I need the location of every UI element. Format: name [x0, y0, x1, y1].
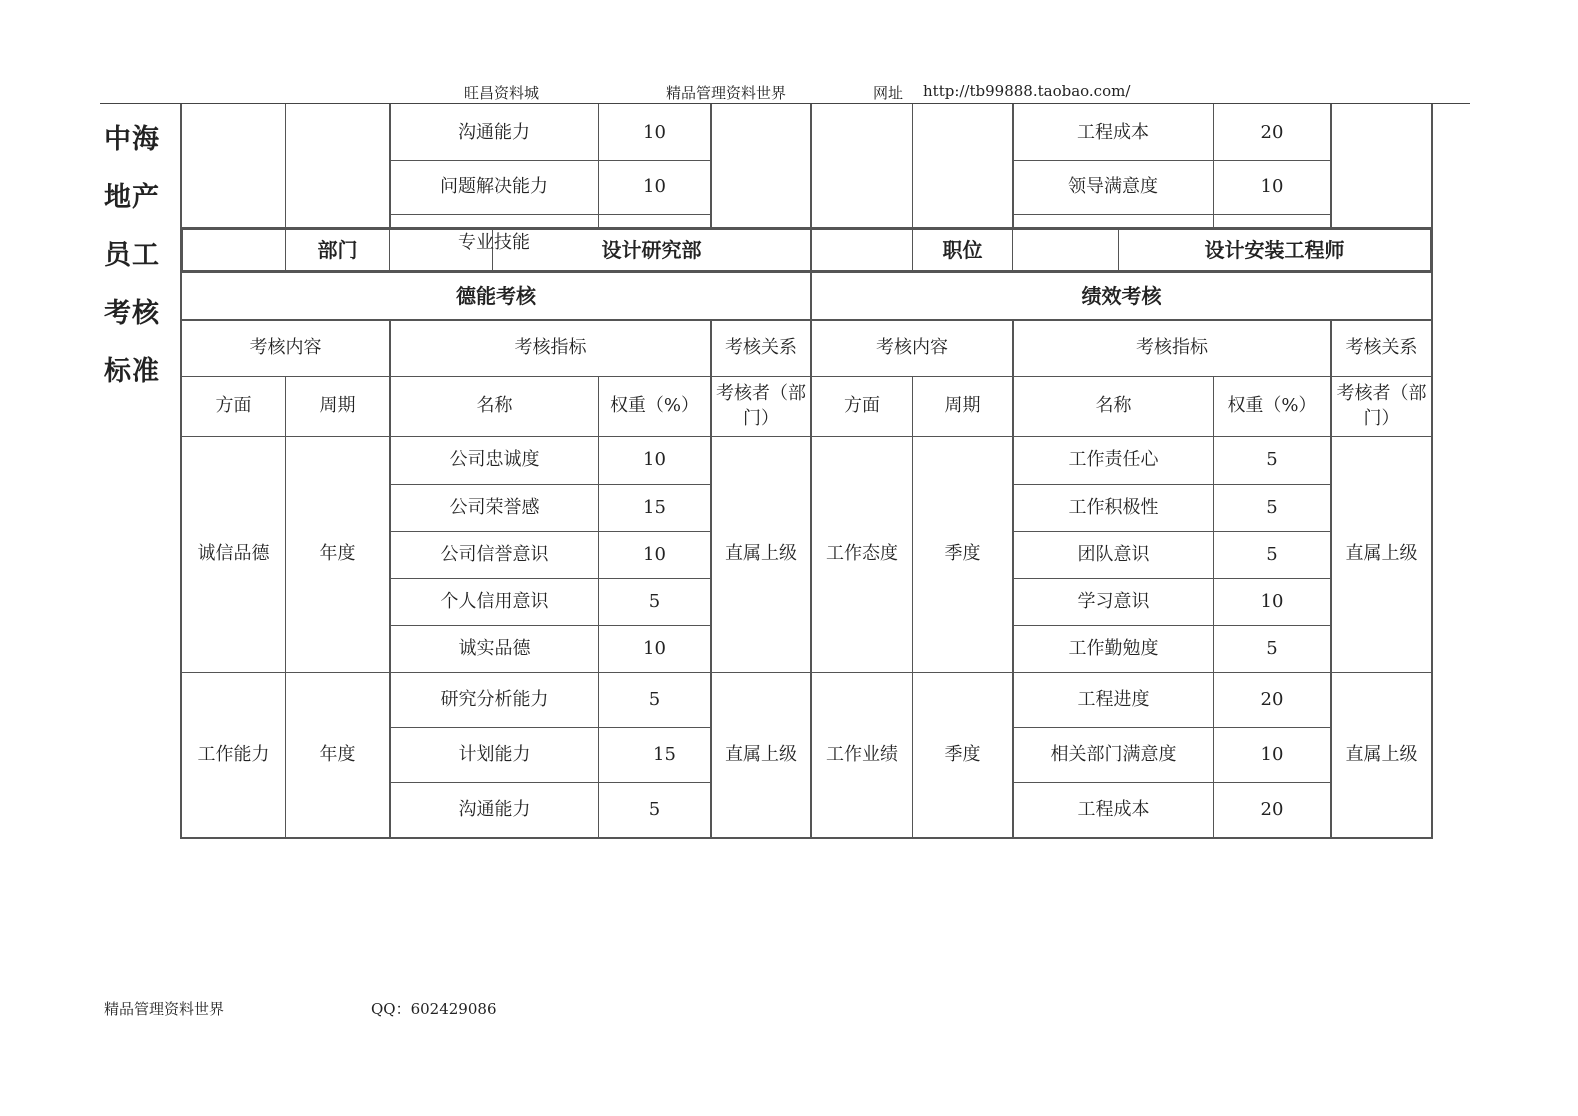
indicator-weight: 10 [643, 543, 666, 565]
group-aspect: 工作态度 [826, 543, 898, 565]
dept-label: 部门 [317, 237, 358, 262]
indicator-weight: 5 [648, 798, 661, 820]
overflow-right-weight: 10 [1260, 176, 1284, 198]
indicator-weight: 5 [648, 590, 661, 612]
section-right-title: 绩效考核 [1081, 283, 1162, 308]
col-aspect-header: 方面 [844, 395, 880, 417]
indicator-name: 公司信誉意识 [440, 543, 549, 565]
indicator-weight: 10 [643, 637, 666, 659]
indicator-weight: 20 [1260, 798, 1284, 820]
overflow-left-weight: 10 [643, 176, 666, 198]
col-aspect-header: 方面 [215, 395, 252, 417]
title-line-2: 地产 [104, 182, 160, 213]
indicator-weight: 5 [648, 688, 661, 710]
group-aspect: 诚信品德 [197, 543, 270, 565]
indicator-weight: 15 [643, 496, 666, 518]
col-indicator-header: 考核指标 [1136, 337, 1208, 359]
footer-world: 精品管理资料世界 [104, 1000, 225, 1018]
section-left-title: 德能考核 [456, 283, 536, 308]
indicator-name: 工程进度 [1077, 688, 1150, 710]
indicator-name: 工作责任心 [1068, 449, 1159, 471]
title-line-4: 考核 [104, 298, 160, 329]
group-period: 年度 [319, 543, 356, 565]
col-weight-header: 权重（%） [1227, 395, 1317, 417]
group-assessor: 直属上级 [1345, 743, 1418, 765]
indicator-name: 团队意识 [1077, 543, 1150, 565]
title-line-1: 中海 [104, 124, 160, 155]
indicator-weight: 10 [1260, 743, 1284, 765]
col-content-header: 考核内容 [249, 337, 322, 359]
col-period-header: 周期 [944, 395, 981, 417]
overflow-left-name: 问题解决能力 [440, 176, 548, 198]
header-url-label: 网址 [873, 84, 904, 102]
group-assessor: 直属上级 [725, 543, 797, 565]
header-rule [100, 103, 1470, 104]
indicator-name: 研究分析能力 [440, 688, 549, 710]
indicator-weight: 5 [1266, 543, 1278, 565]
group-aspect: 工作业绩 [826, 743, 898, 765]
indicator-name: 相关部门满意度 [1050, 743, 1177, 765]
overflow-left-name: 专业技能 [458, 231, 530, 253]
footer-qq: QQ：602429086 [371, 1000, 497, 1018]
group-period: 季度 [944, 543, 981, 565]
col-weight-header: 权重（%） [609, 395, 700, 417]
group-assessor: 直属上级 [725, 743, 797, 765]
col-relation-header: 考核关系 [1345, 337, 1418, 359]
indicator-weight: 20 [1260, 688, 1284, 710]
indicator-name: 工程成本 [1077, 798, 1150, 820]
indicator-name: 个人信用意识 [440, 590, 549, 612]
group-aspect: 工作能力 [197, 743, 270, 765]
header-world: 精品管理资料世界 [666, 84, 787, 102]
col-indicator-header: 考核指标 [514, 337, 587, 359]
indicator-weight: 10 [643, 449, 666, 471]
overflow-left-weight: 10 [643, 121, 666, 143]
col-content-header: 考核内容 [876, 337, 948, 359]
group-period: 年度 [319, 743, 356, 765]
col-assessor-header: 考核者（部门） [1336, 383, 1427, 429]
overflow-right-name: 领导满意度 [1068, 176, 1158, 198]
indicator-name: 沟通能力 [458, 798, 531, 820]
overflow-right-weight: 20 [1260, 121, 1284, 143]
col-assessor-header: 考核者（部门） [716, 383, 806, 429]
indicator-weight: 15 [653, 743, 676, 765]
indicator-name: 工作积极性 [1068, 496, 1159, 518]
indicator-weight: 5 [1266, 449, 1278, 471]
overflow-right-name: 工程成本 [1077, 121, 1149, 143]
title-line-3: 员工 [104, 240, 160, 271]
indicator-weight: 5 [1266, 496, 1278, 518]
title-line-5: 标准 [104, 356, 160, 387]
col-name-header: 名称 [476, 395, 513, 417]
indicator-name: 计划能力 [458, 743, 531, 765]
group-period: 季度 [944, 743, 981, 765]
indicator-name: 工作勤勉度 [1068, 637, 1159, 659]
group-assessor: 直属上级 [1345, 543, 1418, 565]
position-label: 职位 [942, 237, 983, 262]
indicator-name: 学习意识 [1077, 590, 1150, 612]
col-relation-header: 考核关系 [725, 337, 797, 359]
indicator-weight: 5 [1266, 637, 1278, 659]
indicator-name: 诚实品德 [458, 637, 531, 659]
overflow-left-name: 沟通能力 [458, 121, 530, 143]
position-value: 设计安装工程师 [1204, 237, 1345, 262]
col-period-header: 周期 [319, 395, 356, 417]
indicator-name: 公司忠诚度 [449, 449, 540, 471]
indicator-weight: 10 [1260, 590, 1284, 612]
dept-value: 设计研究部 [601, 237, 702, 262]
header-url: http://tb99888.taobao.com/ [923, 82, 1131, 100]
col-name-header: 名称 [1095, 395, 1132, 417]
indicator-name: 公司荣誉感 [449, 496, 540, 518]
header-shop: 旺昌资料城 [464, 84, 540, 102]
